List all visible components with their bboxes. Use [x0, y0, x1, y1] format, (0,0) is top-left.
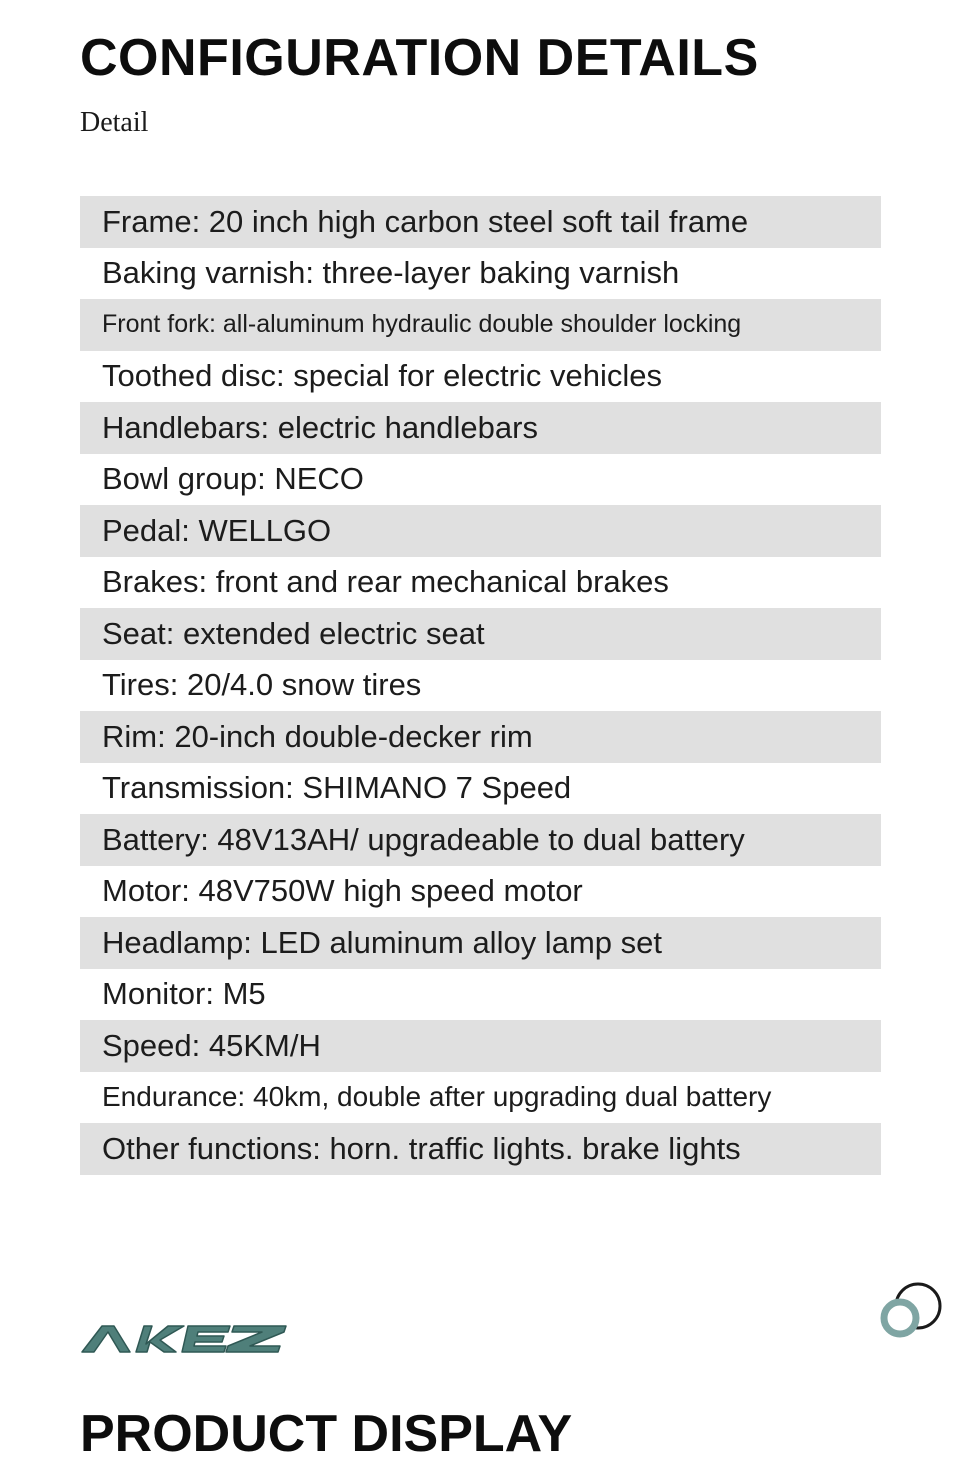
- spec-row-toothed-disc: Toothed disc: special for electric vehicles: [102, 358, 662, 394]
- spec-row-baking-varnish: Baking varnish: three-layer baking varnish: [102, 255, 680, 291]
- spec-row-transmission: Transmission: SHIMANO 7 Speed: [102, 770, 572, 806]
- spec-row-rim: Rim: 20-inch double-decker rim: [80, 711, 881, 763]
- spec-row-endurance: Endurance: 40km, double after upgrading dual battery: [102, 1081, 772, 1113]
- page-subtitle: Detail: [80, 107, 149, 138]
- spec-row-bowl-group: Bowl group: NECO: [102, 461, 364, 497]
- spec-list: [80, 196, 881, 1175]
- spec-row-pedal: Pedal: WELLGO: [80, 505, 881, 557]
- spec-row-handlebars: Handlebars: electric handlebars: [80, 402, 881, 454]
- spec-row-seat: Seat: extended electric seat: [80, 608, 881, 660]
- spec-row-battery: Battery: 48V13AH/ upgradeable to dual battery: [80, 814, 881, 866]
- spec-row-tires: Tires: 20/4.0 snow tires: [102, 667, 422, 703]
- spec-row-monitor: Monitor: M5: [102, 976, 266, 1012]
- spec-row-brakes: Brakes: front and rear mechanical brakes: [102, 564, 669, 600]
- next-section-title: PRODUCT DISPLAY: [80, 1405, 573, 1463]
- page-title: CONFIGURATION DETAILS: [80, 29, 759, 87]
- spec-row-other-functions: Other functions: horn. traffic lights. brake lights: [80, 1123, 881, 1175]
- spec-row-frame: Frame: 20 inch high carbon steel soft tail frame: [80, 196, 881, 248]
- brand-logo: [80, 1318, 292, 1358]
- spec-row-motor: Motor: 48V750W high speed motor: [102, 873, 583, 909]
- spec-row-speed: Speed: 45KM/H: [80, 1020, 881, 1072]
- spec-row-front-fork: Front fork: all-aluminum hydraulic double shoulder locking: [80, 299, 881, 351]
- chat-bubbles-icon[interactable]: [878, 1280, 944, 1340]
- spec-row-headlamp: Headlamp: LED aluminum alloy lamp set: [80, 917, 881, 969]
